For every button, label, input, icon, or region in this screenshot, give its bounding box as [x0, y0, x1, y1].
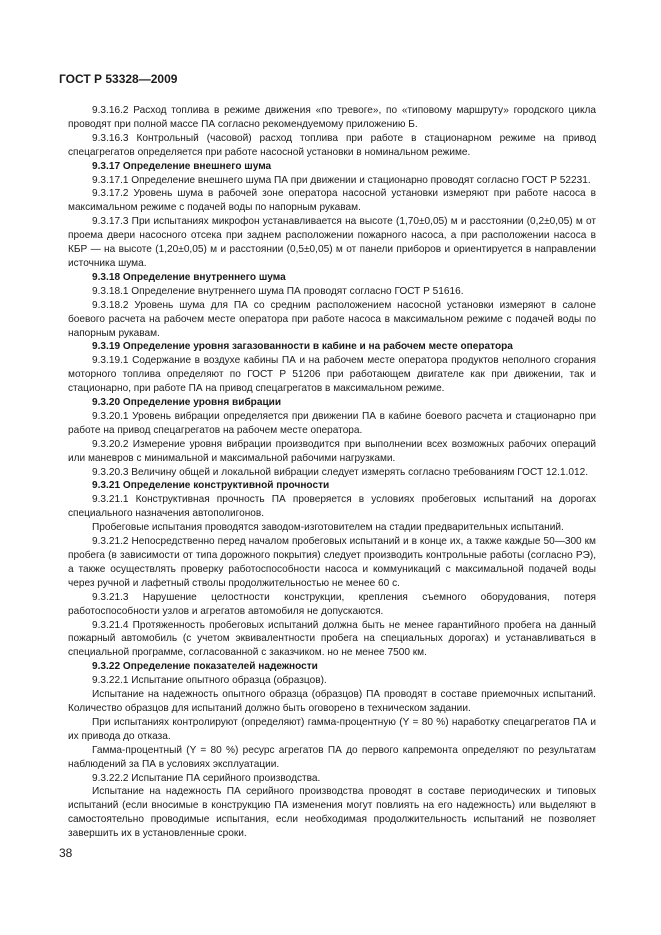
paragraph: 9.3.20.3 Величину общей и локальной вибрации следует измерять согласно требованиям ГОСТ 12.1.012.	[92, 466, 589, 478]
paragraph: 9.3.20.1 Уровень вибрации определяется при движении ПА в кабине боевого расчета и стационарно при работе на привод спецагрегатов на рабочем месте оператора.	[68, 410, 596, 436]
paragraph: 9.3.18.2 Уровень шума для ПА со средним расположением насосной установки измеряют в салоне боевого расчета на рабочем месте оператора при работе насоса в максимальном режиме с подачей воды по напорным рукавам.	[68, 299, 596, 339]
section-heading: 9.3.19 Определение уровня загазованности в кабине и на рабочем месте оператора	[92, 341, 513, 353]
paragraph: При испытаниях контролируют (определяют) гамма-процентную (Y = 80 %) наработку спецагрегатов ПА и их привода до отказа.	[68, 716, 596, 742]
paragraph: 9.3.22.1 Испытание опытного образца (образцов).	[92, 675, 327, 687]
section-heading: 9.3.20 Определение уровня вибрации	[92, 397, 282, 409]
section-heading: 9.3.17 Определение внешнего шума	[92, 160, 272, 172]
paragraph: Испытание на надежность ПА серийного производства проводят в составе периодических и типовых испытаний (если вносимые в конструкцию ПА изменения могут повлиять на его надежность) или выделяют в самостоятельно проводимые испытания, если необходимая продолжительность испытаний не позволяет завершить их в установленные сроки.	[68, 786, 596, 840]
paragraph: 9.3.21.1 Конструктивная прочность ПА проверяется в условиях пробеговых испытаний на дорогах специального назначения автополигонов.	[68, 494, 596, 520]
section-heading: 9.3.21 Определение конструктивной прочности	[92, 480, 330, 492]
page-number: 38	[59, 846, 73, 860]
paragraph: 9.3.21.3 Нарушение целостности конструкции, крепления съемного оборудования, потеря работоспособности узлов и агрегатов автомобиля не допускаются.	[68, 591, 596, 617]
paragraph: 9.3.16.3 Контрольный (часовой) расход топлива при работе в стационарном режиме на привод спецагрегатов определяется при работе насосной установки в номинальном режиме.	[68, 132, 596, 158]
section-heading: 9.3.22 Определение показателей надежности	[92, 661, 318, 673]
paragraph: 9.3.17.3 При испытаниях микрофон устанавливается на высоте (1,70±0,05) м и расстоянии (0,2±0,05) м от проема двери насосного отсека при заднем расположении пожарного насоса, а при расположении насоса в КБР — на высоте (1,20±0,05) м и расстоянии (0,5±0,05) м от панели приборов и ориентируется в направлении источника шума.	[68, 216, 596, 269]
paragraph: Испытание на надежность опытного образца (образцов) ПА проводят в составе приемочных испытаний. Количество образцов для испытаний должно быть оговорено в техническом задании.	[68, 689, 596, 714]
paragraph: Гамма-процентный (Y = 80 %) ресурс агрегатов ПА до первого капремонта определяют по результатам наблюдений за ПА в условиях эксплуатации.	[68, 744, 596, 770]
paragraph: 9.3.19.1 Содержание в воздухе кабины ПА и на рабочем месте оператора продуктов неполного сгорания моторного топлива определяют по ГОСТ Р 51206 при работающем двигателе как при движении, так и стационарно, при работе ПА на привод спецагрегатов в максимальном режиме.	[68, 355, 596, 395]
document-header: ГОСТ Р 53328—2009	[59, 72, 178, 86]
paragraph: 9.3.16.2 Расход топлива в режиме движения «по тревоге», по «типовому маршруту» городского цикла проводят при полной массе ПА согласно рекомендуемому приложению Б.	[68, 105, 596, 130]
paragraph: 9.3.17.2 Уровень шума в рабочей зоне оператора насосной установки измеряют при работе насоса в максимальном режиме с подачей воды по напорным рукавам.	[68, 188, 596, 214]
paragraph: 9.3.21.4 Протяженность пробеговых испытаний должна быть не менее гарантийного пробега на данный пожарный автомобиль (с учетом эквивалентности пробега на специальных дорогах) и устанавливаться в специальной программе, согласованной с заказчиком. но не менее 7500 км.	[68, 619, 596, 659]
paragraph: 9.3.20.2 Измерение уровня вибрации производится при выполнении всех возможных рабочих операций или маневров с минимальной и максимальной рабочими нагрузками.	[68, 438, 596, 464]
paragraph: Пробеговые испытания проводятся заводом-изготовителем на стадии предварительных испытаний.	[92, 522, 564, 534]
paragraph: 9.3.22.2 Испытание ПА серийного производства.	[92, 772, 321, 784]
paragraph: 9.3.17.1 Определение внешнего шума ПА при движении и стационарно проводят согласно ГОСТ Р 52231.	[92, 174, 591, 186]
paragraph: 9.3.21.2 Непосредственно перед началом пробеговых испытаний и в конце их, а также каждые 50—300 км пробега (в зависимости от типа дорожного покрытия) следует производить контрольные работы (согласно РЭ), а также осуществлять проверку работоспособности насоса и коммуникаций с максимальной подачей воды через ручной и лафетный стволы продолжительностью не менее 60 с.	[68, 536, 596, 589]
section-heading: 9.3.18 Определение внутреннего шума	[92, 271, 286, 283]
paragraph: 9.3.18.1 Определение внутреннего шума ПА проводят согласно ГОСТ Р 51616.	[92, 285, 464, 297]
document-body	[68, 104, 596, 841]
